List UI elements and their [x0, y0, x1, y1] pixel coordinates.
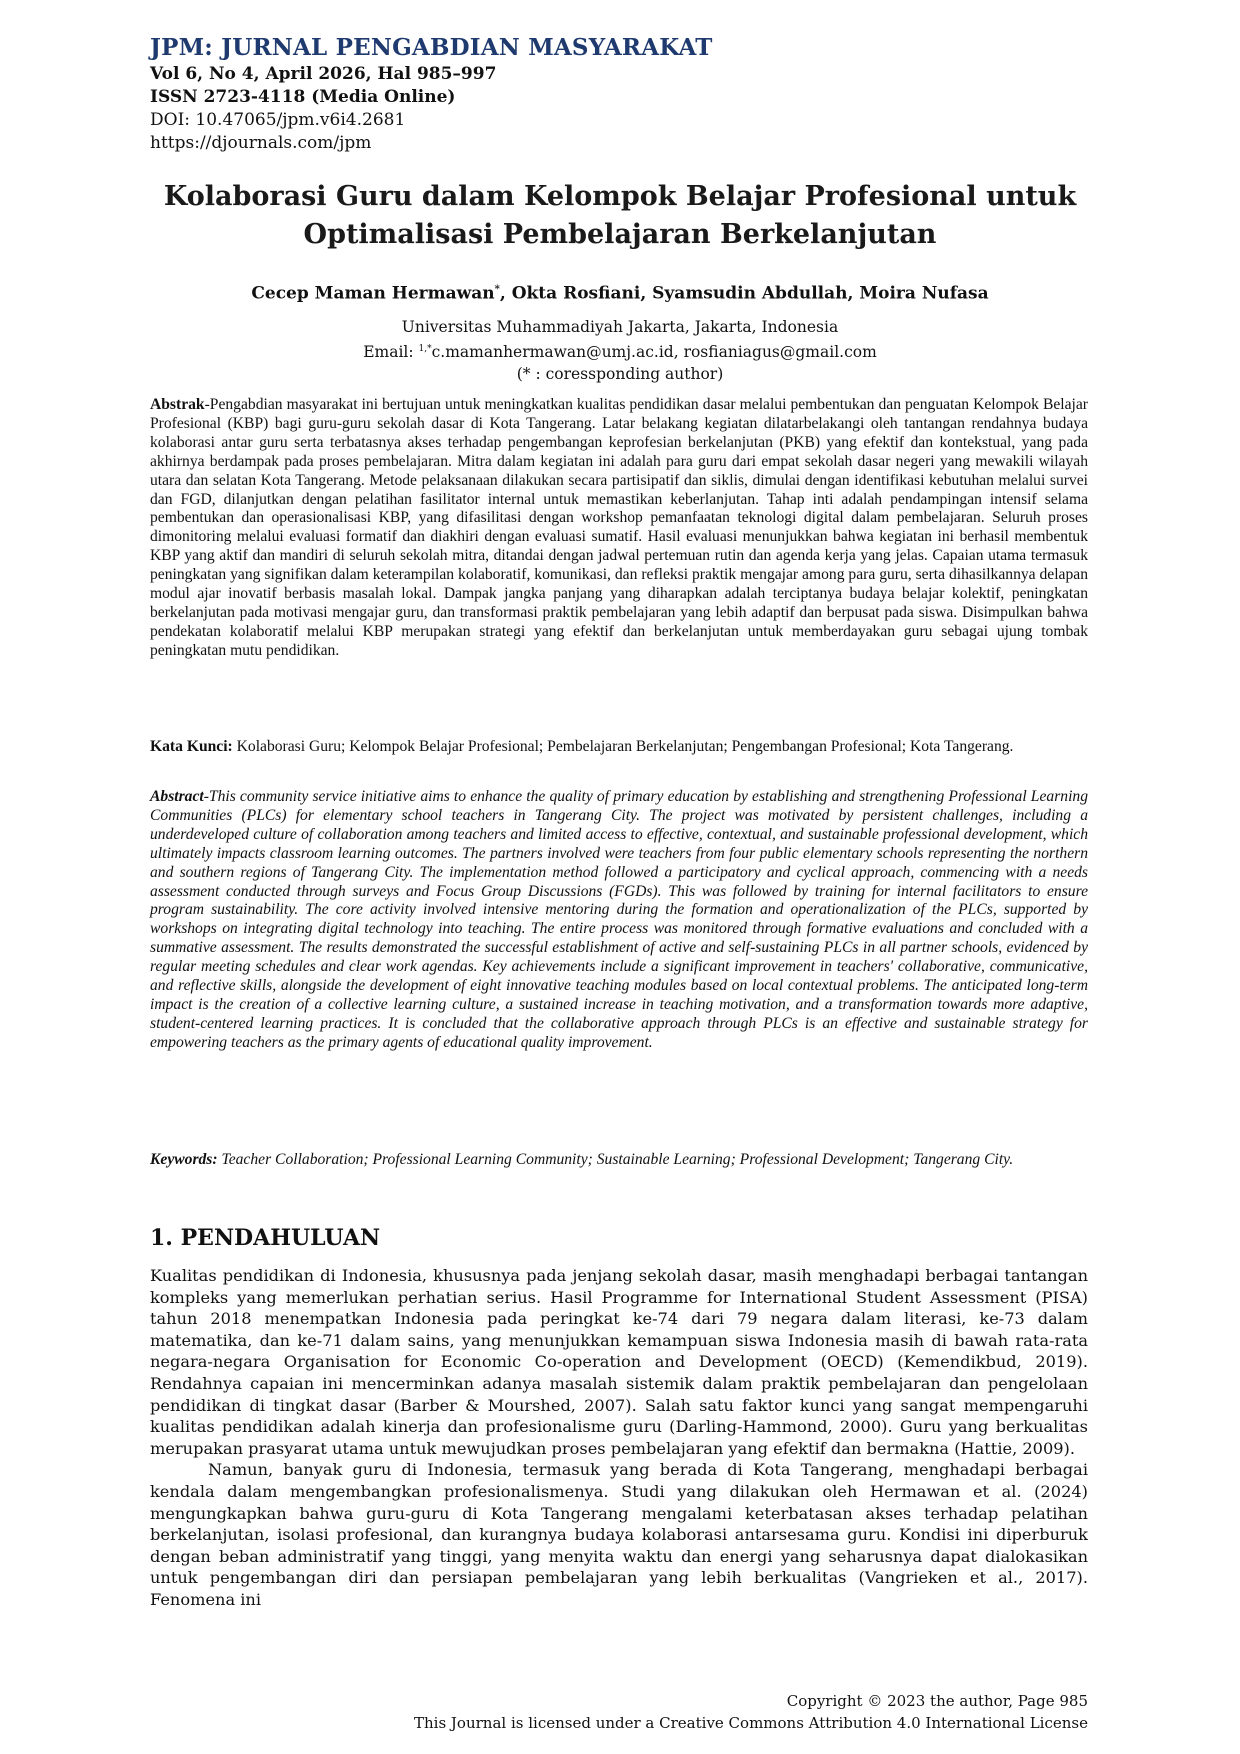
- kata-kunci: [150, 738, 1088, 757]
- kata-kunci-label: Kata Kunci:: [150, 738, 233, 755]
- title-line-2: Optimalisasi Pembelajaran Berkelanjutan: [303, 219, 937, 250]
- journal-title: JPM: JURNAL PENGABDIAN MASYARAKAT: [150, 34, 713, 61]
- journal-url[interactable]: https://djournals.com/jpm: [150, 133, 372, 153]
- copyright-line: Copyright © 2023 the author, Page 985: [786, 1692, 1088, 1710]
- co-authors: , Okta Rosfiani, Syamsudin Abdullah, Moira Nufasa: [499, 283, 989, 304]
- corresponding-mark: *: [494, 284, 500, 295]
- keywords: [150, 1151, 1088, 1170]
- corresponding-note: (* : coressponding author): [516, 365, 724, 384]
- institution: Universitas Muhammadiyah Jakarta, Jakarta, Indonesia: [401, 318, 839, 336]
- issn: ISSN 2723-4118 (Media Online): [150, 87, 456, 107]
- abstrak-label: Abstrak: [150, 396, 205, 413]
- section-body: [150, 1265, 1088, 1611]
- email-superscript: 1,*: [418, 344, 432, 354]
- abstrak-indonesian: [150, 396, 1088, 661]
- keywords-label: Keywords:: [150, 1151, 218, 1168]
- title-line-1: Kolaborasi Guru dalam Kelompok Belajar Profesional untuk: [163, 181, 1077, 212]
- affiliation-block: [150, 316, 1090, 385]
- abstract-text: -This community service initiative aims to enhance the quality of primary education by establishing and strengthening Professional Learning Communities (PLCs) for elementary school teachers in Tangerang City. The project was motivated by persistent challenges, including a underdeveloped culture of collaboration among teachers and limited access to effective, contextual, and sustainable professional development, which ultimately impacts classroom learning outcomes. The partners involved were teachers from four public elementary schools representing the northern and southern regions of Tangerang City. The implementation method followed a participatory and cyclical approach, commencing with a needs assessment conducted through surveys and Focus Group Discussions (FGDs). This was followed by training for internal facilitators to ensure program sustainability. The core activity involved intensive mentoring during the formation and operationalization of the PLCs, supported by workshops on integrating digital technology into teaching. The entire process was monitored through formative evaluations and concluded with a summative assessment. The results demonstrated the successful establishment of active and self-sustaining PLCs in all partner schools, evidenced by regular meeting schedules and clear work agendas. Key achievements include a significant improvement in teachers' collaborative, communicative, and reflective skills, alongside the development of eight innovative teaching modules based on local contextual problems. The anticipated long-term impact is the creation of a collective learning culture, a sustained increase in teaching motivation, and a transformation towards more adaptive, student-centered learning practices. It is concluded that the collaborative approach through PLCs is an effective and sustainable strategy for empowering teachers as the primary agents of educational quality improvement.: [150, 788, 1088, 1051]
- masthead: [150, 33, 1050, 155]
- volume-info: Vol 6, No 4, April 2026, Hal 985–997: [150, 64, 497, 84]
- license-line[interactable]: This Journal is licensed under a Creative Commons Attribution 4.0 International License: [413, 1714, 1088, 1732]
- article-title: [150, 178, 1090, 254]
- kata-kunci-text: Kolaborasi Guru; Kelompok Belajar Profesional; Pembelajaran Berkelanjutan; Pengembangan Profesional; Kota Tangerang.: [232, 738, 1014, 755]
- body-paragraph-1: Kualitas pendidikan di Indonesia, khususnya pada jenjang sekolah dasar, masih menghadapi berbagai tantangan kompleks yang memerlukan perhatian serius. Hasil Programme for International Student Assessment (PISA) tahun 2018 menempatkan Indonesia pada peringkat ke-74 dari 79 negara dalam literasi, ke-73 dalam matematika, dan ke-71 dalam sains, yang menunjukkan kemampuan siswa Indonesia masih di bawah rata-rata negara-negara Organisation for Economic Co-operation and Development (OECD) (Kemendikbud, 2019). Rendahnya capaian ini mencerminkan adanya masalah sistemik dalam praktik pembelajaran dan pengelolaan pendidikan di tingkat dasar (Barber & Mourshed, 2007). Salah satu faktor kunci yang sangat mempengaruhi kualitas pendidikan adalah kinerja dan profesionalisme guru (Darling-Hammond, 2000). Guru yang berkualitas merupakan prasyarat utama untuk mewujudkan proses pembelajaran yang efektif dan bermakna (Hattie, 2009).: [150, 1266, 1088, 1458]
- keywords-text: Teacher Collaboration; Professional Learning Community; Sustainable Learning; Professional Development; Tangerang City.: [217, 1151, 1014, 1168]
- author-list: [150, 278, 1090, 306]
- body-paragraph-2: Namun, banyak guru di Indonesia, termasuk yang berada di Kota Tangerang, menghadapi berbagai kendala dalam mengembangkan profesionalismenya. Studi yang dilakukan oleh Hermawan et al. (2024) mengungkapkan bahwa guru-guru di Kota Tangerang mengalami keterbatasan akses terhadap pelatihan berkelanjutan, isolasi profesional, dan kurangnya budaya kolaborasi antarsesama guru. Kondisi ini diperburuk dengan beban administratif yang tinggi, yang menyita waktu dan energi yang seharusnya dapat dialokasikan untuk pengembangan diri dan persiapan pembelajaran yang lebih berkualitas (Vangrieken et al., 2017). Fenomena ini: [150, 1460, 1088, 1609]
- abstrak-text: -Pengabdian masyarakat ini bertujuan untuk meningkatkan kualitas pendidikan dasar melalui pembentukan dan penguatan Kelompok Belajar Profesional (KBP) bagi guru-guru sekolah dasar di Kota Tangerang. Latar belakang kegiatan dilatarbelakangi oleh tantangan rendahnya budaya kolaborasi antar guru serta terbatasnya akses terhadap pengembangan keprofesian berkelanjutan (PKB) yang efektif dan kontekstual, yang pada akhirnya berdampak pada proses pembelajaran. Mitra dalam kegiatan ini adalah para guru dari empat sekolah dasar negeri yang mewakili wilayah utara dan selatan Kota Tangerang. Metode pelaksanaan dilakukan secara partisipatif dan siklis, dimulai dengan identifikasi kebutuhan melalui survei dan FGD, dilanjutkan dengan pelatihan fasilitator internal untuk memastikan keberlanjutan. Tahap inti adalah pendampingan intensif selama pembentukan dan operasionalisasi KBP, yang difasilitasi dengan workshop pemanfaatan teknologi digital dalam pembelajaran. Seluruh proses dimonitoring melalui evaluasi formatif dan diakhiri dengan evaluasi sumatif. Hasil evaluasi menunjukkan bahwa kegiatan ini berhasil membentuk KBP yang aktif dan mandiri di seluruh sekolah mitra, ditandai dengan jadwal pertemuan rutin dan agenda kerja yang jelas. Capaian utama termasuk peningkatan yang signifikan dalam keterampilan kolaboratif, komunikasi, dan refleksi praktik mengajar among para guru, serta dihasilkannya delapan modul ajar inovatif berbasis masalah lokal. Dampak jangka panjang yang diharapkan adalah terciptanya budaya belajar kolektif, peningkatan berkelanjutan pada motivasi mengajar guru, dan transformasi praktik pembelajaran yang lebih adaptif dan berpusat pada siswa. Disimpulkan bahwa pendekatan kolaboratif melalui KBP merupakan strategi yang efektif dan berkelanjutan untuk memberdayakan guru sebagai ujung tombak peningkatan mutu pendidikan.: [150, 396, 1088, 659]
- doi: DOI: 10.47065/jpm.v6i4.2681: [150, 110, 406, 130]
- abstract-label: Abstract: [150, 788, 204, 805]
- email-label: Email:: [363, 343, 419, 362]
- email-addresses[interactable]: c.mamanhermawan@umj.ac.id, rosfianiagus@gmail.com: [431, 343, 877, 362]
- abstract-english: [150, 788, 1088, 1053]
- section-heading-pendahuluan: 1. PENDAHULUAN: [150, 1225, 381, 1251]
- corresponding-author: Cecep Maman Hermawan: [251, 283, 495, 304]
- page-footer: [150, 1690, 1088, 1734]
- email-line: [150, 338, 1090, 363]
